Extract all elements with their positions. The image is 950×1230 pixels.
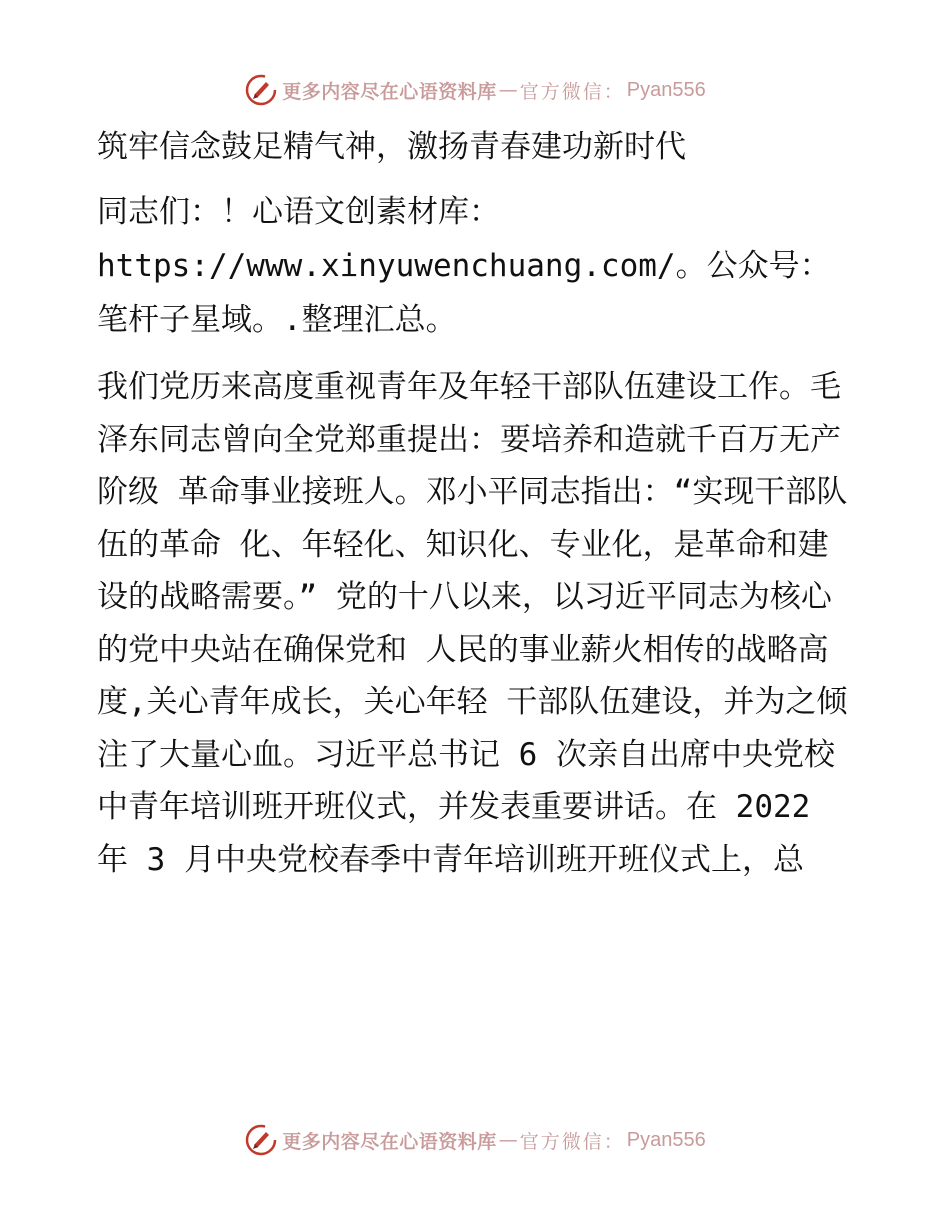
body-paragraph: 我们党历来高度重视青年及年轻干部队伍建设工作。毛 泽东同志曾向全党郑重提出：要培养和造就千百万无产阶级 革命事业接班人。邓小平同志指出：“实现干部队伍的革命 化、年轻化、知识化、专业化，是革命和建设的战略需要。” 党的十八以来，以习近平同志为核心的党中央站在确保党和 人民的事业薪火相传的战略高度,关心青年成长，关心年轻 干部队伍建设，并为之倾注了大量心血。习近平总书记 6 次亲自出席中央党校中青年培训班开班仪式，并发表重要讲话。在 2022 年 3 月中央党校春季中青年培训班开班仪式上，总: [97, 369, 848, 878]
header-banner: [0, 70, 950, 110]
intro-paragraph: 同志们：！心语文创素材库：https://www.xinyuwenchuang.com/。公众号：笔杆子星域。.整理汇总。: [97, 194, 831, 338]
banner-dash: —: [498, 1129, 518, 1151]
footer-banner: [0, 1120, 950, 1160]
banner-main-text: 更多内容尽在心语资料库: [282, 1130, 497, 1153]
banner-main-text: 更多内容尽在心语资料库: [282, 80, 497, 103]
banner-wechat-label: 官方微信：: [519, 80, 625, 103]
banner-dash: —: [498, 79, 518, 101]
banner-wechat-label: 官方微信：: [519, 1130, 625, 1153]
banner-wechat-id: Pyan556: [626, 1128, 706, 1151]
document-body: [97, 122, 857, 900]
brush-logo-icon: [244, 1123, 278, 1157]
banner-wechat-id: Pyan556: [626, 78, 706, 101]
brush-logo-icon: [244, 73, 278, 107]
document-title: 筑牢信念鼓足精气神，激扬青春建功新时代: [97, 129, 686, 165]
